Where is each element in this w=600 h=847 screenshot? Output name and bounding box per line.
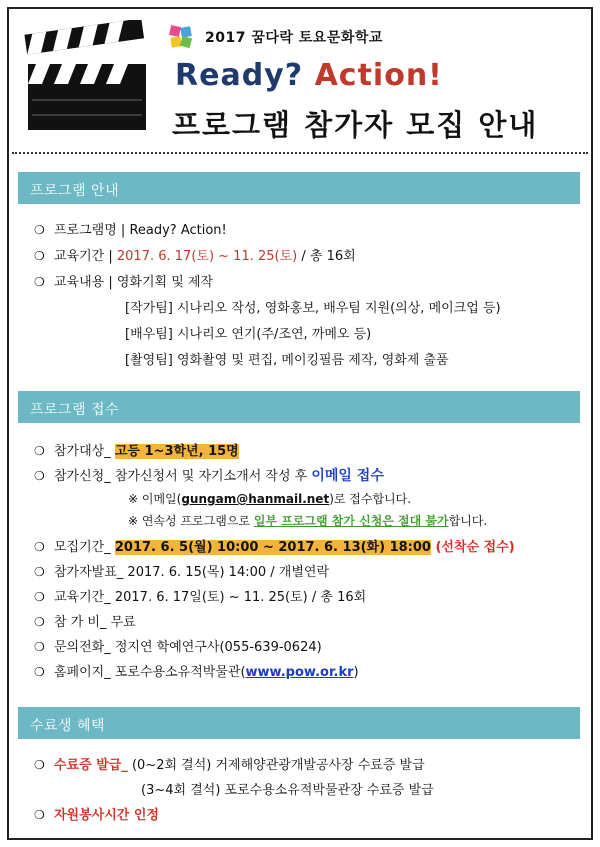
dotted-divider (12, 152, 588, 154)
slogan-ready: Ready? (175, 58, 304, 93)
target-value: 고등 1~3학년, 15명 (114, 444, 239, 459)
contact-line: ❍ 문의전화_ 정지연 학예연구사(055-639-0624) (34, 640, 322, 655)
apply-line: ❍ 참가신청_ 참가신청서 및 자기소개서 작성 후 이메일 접수 (34, 468, 384, 484)
email-link[interactable]: gungam@hanmail.net (181, 492, 330, 506)
bullet-icon: ❍ (34, 249, 45, 263)
team-actor-line: [배우팀] 시나리오 연기(주/조연, 까메오 등) (125, 327, 372, 342)
certificate-line-2: (3~4회 결석) 포로수용소유적박물관장 수료증 발급 (141, 783, 434, 798)
volunteer-label: 자원봉사시간 인정 (54, 808, 159, 823)
bullet-icon: ❍ (34, 665, 45, 679)
homepage-line: ❍ 홈페이지_ 포로수용소유적박물관(www.pow.or.kr) (34, 665, 359, 680)
section-heading-program-info: 프로그램 안내 (18, 172, 580, 204)
bullet-icon: ❍ (34, 223, 45, 237)
team-camera-line: [촬영팀] 영화촬영 및 편집, 메이킹필름 제작, 영화제 출품 (125, 353, 449, 368)
section-heading-benefits: 수료생 혜택 (18, 707, 580, 739)
recruit-value: 2017. 6. 5(월) 10:00 ~ 2017. 6. 13(화) 18:00 (114, 540, 431, 555)
program-slogan (175, 58, 443, 93)
bullet-icon: ❍ (34, 469, 45, 483)
school-name: 2017 꿈다락 토요문화학교 (205, 30, 383, 46)
certificate-label: 수료증 발급_ (54, 758, 128, 773)
certificate-line: ❍ 수료증 발급_ (0~2회 결석) 거제해양관광개발공사장 수료증 발급 (34, 758, 425, 773)
recruit-line: ❍ 모집기간_ 2017. 6. 5(월) 10:00 ~ 2017. 6. 13(화) 18:00 (선착순 접수) (34, 540, 515, 555)
bullet-icon: ❍ (34, 540, 45, 554)
bullet-icon: ❍ (34, 758, 45, 772)
fee-line: ❍ 참 가 비_ 무료 (34, 615, 136, 630)
announce-line: ❍ 참가자발표_ 2017. 6. 15(목) 14:00 / 개별연락 (34, 565, 330, 580)
apply-method: 이메일 접수 (311, 468, 384, 484)
program-name-line: ❍ 프로그램명 | Ready? Action! (34, 223, 227, 238)
bullet-icon: ❍ (34, 275, 45, 289)
program-content-line: ❍ 교육내용 | 영화기획 및 제작 (34, 275, 214, 290)
page-title: 프로그램 참가자 모집 안내 (172, 108, 539, 142)
section-heading-registration: 프로그램 접수 (18, 391, 580, 423)
school-logo-icon (168, 24, 194, 50)
bullet-icon: ❍ (34, 590, 45, 604)
bullet-icon: ❍ (34, 615, 45, 629)
slogan-action: Action! (314, 58, 443, 93)
program-period-line: ❍ 교육기간 | 2017. 6. 17(토) ~ 11. 25(토) / 총 16회 (34, 249, 356, 264)
period-dates: 2017. 6. 17(토) ~ 11. 25(토) (116, 249, 298, 264)
continuity-note: ※ 연속성 프로그램으로 일부 프로그램 참가 신청은 절대 불가합니다. (128, 514, 488, 528)
clapperboard-icon (22, 20, 150, 130)
bullet-icon: ❍ (34, 808, 45, 822)
bullet-icon: ❍ (34, 444, 45, 458)
period-line: ❍ 교육기간_ 2017. 6. 17일(토) ~ 11. 25(토) / 총 16회 (34, 590, 367, 605)
warning-text: 일부 프로그램 참가 신청은 절대 불가 (253, 514, 449, 528)
email-note: ※ 이메일(gungam@hanmail.net)로 접수합니다. (128, 492, 412, 506)
volunteer-line (34, 804, 159, 823)
team-writer-line: [작가팀] 시나리오 작성, 영화홍보, 배우팀 지원(의상, 메이크업 등) (125, 301, 501, 316)
bullet-icon: ❍ (34, 565, 45, 579)
bullet-icon: ❍ (34, 640, 45, 654)
homepage-link[interactable]: www.pow.or.kr (245, 665, 354, 680)
target-line: ❍ 참가대상_ 고등 1~3학년, 15명 (34, 444, 239, 459)
first-come-note: (선착순 접수) (430, 540, 515, 555)
